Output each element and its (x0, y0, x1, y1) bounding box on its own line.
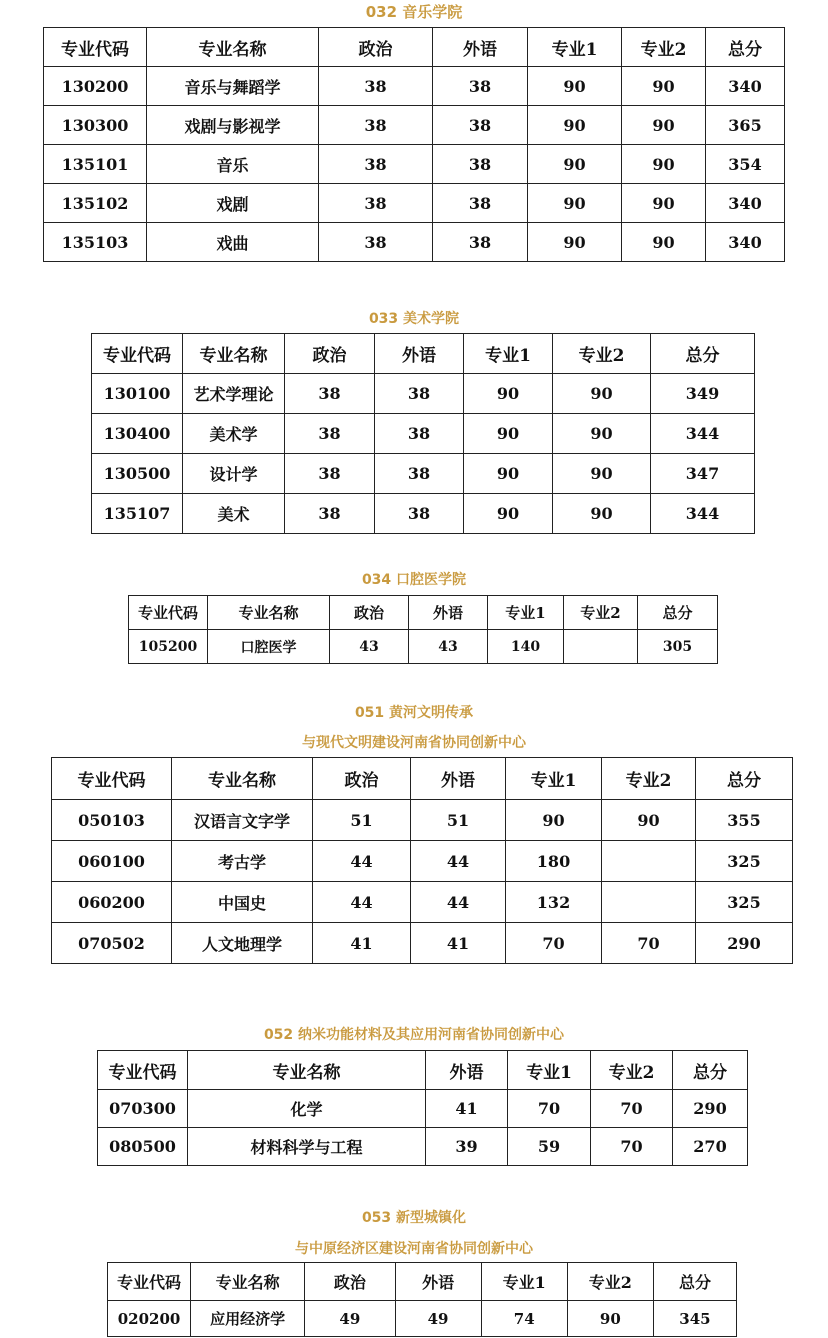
politics-score: 43 (330, 630, 409, 664)
header-major1: 专业1 (508, 1051, 591, 1090)
section-subtitle-051: 与现代文明建设河南省协同创新中心 (302, 735, 526, 751)
major-name: 戏剧与影视学 (147, 106, 319, 145)
major2-score: 70 (591, 1128, 673, 1166)
table-row (44, 223, 785, 262)
total-score: 270 (673, 1128, 748, 1166)
major1-score: 132 (506, 882, 602, 923)
major-code: 130500 (92, 454, 183, 494)
major1-score: 70 (508, 1090, 591, 1128)
major-name: 口腔医学 (208, 630, 330, 664)
major-code: 130200 (44, 67, 147, 106)
header-total: 总分 (706, 28, 785, 67)
major2-score: 90 (622, 145, 706, 184)
table-row (108, 1301, 737, 1337)
header-name: 专业名称 (183, 334, 285, 374)
total-score: 340 (706, 223, 785, 262)
header-code: 专业代码 (129, 596, 208, 630)
header-major1: 专业1 (464, 334, 553, 374)
major-code: 060200 (52, 882, 172, 923)
score-table-032 (43, 27, 785, 262)
header-major1: 专业1 (488, 596, 564, 630)
major-name: 美术 (183, 494, 285, 534)
total-score: 340 (706, 184, 785, 223)
major2-score (602, 882, 696, 923)
section-subtitle-053: 与中原经济区建设河南省协同创新中心 (295, 1241, 533, 1257)
major-name: 美术学 (183, 414, 285, 454)
politics-score: 38 (319, 67, 433, 106)
major-name: 音乐与舞蹈学 (147, 67, 319, 106)
table-row (44, 184, 785, 223)
header-language: 外语 (426, 1051, 508, 1090)
major-name: 戏曲 (147, 223, 319, 262)
politics-score: 44 (313, 841, 411, 882)
header-code: 专业代码 (44, 28, 147, 67)
header-name: 专业名称 (208, 596, 330, 630)
header-politics: 政治 (305, 1263, 395, 1301)
major-code: 080500 (98, 1128, 188, 1166)
major-name: 汉语言文字学 (172, 800, 313, 841)
total-score: 345 (653, 1301, 736, 1337)
header-major2: 专业2 (622, 28, 706, 67)
major-code: 135101 (44, 145, 147, 184)
major2-score: 70 (591, 1090, 673, 1128)
major2-score: 90 (567, 1301, 653, 1337)
header-name: 专业名称 (172, 758, 313, 800)
major1-score: 90 (464, 374, 553, 414)
politics-score: 38 (285, 414, 375, 454)
major1-score: 90 (464, 494, 553, 534)
header-total: 总分 (653, 1263, 736, 1301)
major-code: 130400 (92, 414, 183, 454)
language-score: 44 (411, 882, 506, 923)
major2-score: 90 (553, 454, 651, 494)
politics-score: 41 (313, 923, 411, 964)
section-title-053: 053 新型城镇化 (361, 1210, 467, 1226)
major-code: 070502 (52, 923, 172, 964)
politics-score: 38 (285, 374, 375, 414)
major2-score: 90 (622, 184, 706, 223)
table-row (44, 106, 785, 145)
major2-score: 90 (553, 494, 651, 534)
section-title-051: 051 黄河文明传承 (354, 705, 474, 721)
section-title-033: 033 美术学院 (368, 311, 460, 327)
score-table-034 (128, 595, 718, 664)
header-language: 外语 (411, 758, 506, 800)
section-title-034: 034 口腔医学院 (361, 572, 467, 588)
major-code: 135102 (44, 184, 147, 223)
header-code: 专业代码 (98, 1051, 188, 1090)
major-name: 人文地理学 (172, 923, 313, 964)
table-row (52, 800, 793, 841)
major1-score: 70 (506, 923, 602, 964)
table-row (52, 882, 793, 923)
language-score: 38 (433, 184, 528, 223)
major2-score: 90 (553, 374, 651, 414)
language-score: 41 (411, 923, 506, 964)
header-language: 外语 (395, 1263, 481, 1301)
language-score: 44 (411, 841, 506, 882)
section-title-052: 052 纳米功能材料及其应用河南省协同创新中心 (263, 1027, 565, 1043)
header-major2: 专业2 (591, 1051, 673, 1090)
table-row (44, 67, 785, 106)
table-header (52, 758, 793, 800)
table-row (92, 374, 755, 414)
total-score: 290 (696, 923, 793, 964)
major2-score: 70 (602, 923, 696, 964)
header-major2: 专业2 (602, 758, 696, 800)
major2-score: 90 (602, 800, 696, 841)
language-score: 38 (433, 145, 528, 184)
major-code: 060100 (52, 841, 172, 882)
total-score: 305 (638, 630, 718, 664)
score-table-053 (107, 1262, 737, 1337)
total-score: 349 (651, 374, 755, 414)
major-name: 化学 (188, 1090, 426, 1128)
table-row (92, 494, 755, 534)
header-major1: 专业1 (528, 28, 622, 67)
table-row (98, 1128, 748, 1166)
language-score: 41 (426, 1090, 508, 1128)
major-code: 130300 (44, 106, 147, 145)
major2-score (602, 841, 696, 882)
table-header (98, 1051, 748, 1090)
major-code: 135103 (44, 223, 147, 262)
table-header (92, 334, 755, 374)
total-score: 344 (651, 494, 755, 534)
score-table-052 (97, 1050, 748, 1166)
table-header (108, 1263, 737, 1301)
politics-score: 38 (319, 106, 433, 145)
table-row (92, 454, 755, 494)
table-row (129, 630, 718, 664)
header-total: 总分 (638, 596, 718, 630)
total-score: 340 (706, 67, 785, 106)
language-score: 38 (375, 374, 464, 414)
header-politics: 政治 (319, 28, 433, 67)
table-row (98, 1090, 748, 1128)
language-score: 38 (433, 67, 528, 106)
major-code: 130100 (92, 374, 183, 414)
politics-score: 38 (319, 184, 433, 223)
table-header (129, 596, 718, 630)
major1-score: 90 (528, 106, 622, 145)
language-score: 39 (426, 1128, 508, 1166)
major1-score: 90 (528, 67, 622, 106)
major1-score: 180 (506, 841, 602, 882)
major1-score: 90 (506, 800, 602, 841)
header-code: 专业代码 (92, 334, 183, 374)
major1-score: 140 (488, 630, 564, 664)
major-code: 070300 (98, 1090, 188, 1128)
header-politics: 政治 (285, 334, 375, 374)
section-title-032: 032 音乐学院 (365, 3, 463, 21)
header-major1: 专业1 (506, 758, 602, 800)
politics-score: 38 (319, 145, 433, 184)
major1-score: 59 (508, 1128, 591, 1166)
score-table-051 (51, 757, 793, 964)
total-score: 354 (706, 145, 785, 184)
major-name: 材料科学与工程 (188, 1128, 426, 1166)
politics-score: 38 (285, 454, 375, 494)
total-score: 325 (696, 841, 793, 882)
language-score: 51 (411, 800, 506, 841)
politics-score: 49 (305, 1301, 395, 1337)
politics-score: 51 (313, 800, 411, 841)
major-name: 戏剧 (147, 184, 319, 223)
major1-score: 90 (464, 414, 553, 454)
major-name: 应用经济学 (191, 1301, 305, 1337)
major1-score: 74 (481, 1301, 567, 1337)
language-score: 38 (433, 223, 528, 262)
header-total: 总分 (696, 758, 793, 800)
table-row (52, 841, 793, 882)
major-name: 设计学 (183, 454, 285, 494)
score-table-033 (91, 333, 755, 534)
header-language: 外语 (433, 28, 528, 67)
politics-score: 44 (313, 882, 411, 923)
header-name: 专业名称 (147, 28, 319, 67)
language-score: 38 (375, 454, 464, 494)
politics-score: 38 (285, 494, 375, 534)
header-code: 专业代码 (108, 1263, 191, 1301)
major-name: 艺术学理论 (183, 374, 285, 414)
major-name: 考古学 (172, 841, 313, 882)
header-total: 总分 (673, 1051, 748, 1090)
total-score: 365 (706, 106, 785, 145)
total-score: 347 (651, 454, 755, 494)
language-score: 38 (433, 106, 528, 145)
politics-score: 38 (319, 223, 433, 262)
language-score: 38 (375, 494, 464, 534)
header-language: 外语 (375, 334, 464, 374)
major-name: 音乐 (147, 145, 319, 184)
major-code: 050103 (52, 800, 172, 841)
language-score: 43 (409, 630, 488, 664)
major1-score: 90 (464, 454, 553, 494)
major1-score: 90 (528, 145, 622, 184)
table-row (92, 414, 755, 454)
header-name: 专业名称 (191, 1263, 305, 1301)
major2-score: 90 (622, 223, 706, 262)
major-name: 中国史 (172, 882, 313, 923)
header-politics: 政治 (330, 596, 409, 630)
major1-score: 90 (528, 223, 622, 262)
major-code: 020200 (108, 1301, 191, 1337)
table-row (52, 923, 793, 964)
header-major1: 专业1 (481, 1263, 567, 1301)
major2-score: 90 (553, 414, 651, 454)
header-code: 专业代码 (52, 758, 172, 800)
header-major2: 专业2 (553, 334, 651, 374)
major2-score (564, 630, 638, 664)
header-language: 外语 (409, 596, 488, 630)
total-score: 325 (696, 882, 793, 923)
total-score: 344 (651, 414, 755, 454)
major2-score: 90 (622, 106, 706, 145)
total-score: 290 (673, 1090, 748, 1128)
major2-score: 90 (622, 67, 706, 106)
header-major2: 专业2 (567, 1263, 653, 1301)
language-score: 49 (395, 1301, 481, 1337)
table-row (44, 145, 785, 184)
header-name: 专业名称 (188, 1051, 426, 1090)
total-score: 355 (696, 800, 793, 841)
major1-score: 90 (528, 184, 622, 223)
header-total: 总分 (651, 334, 755, 374)
header-major2: 专业2 (564, 596, 638, 630)
major-code: 135107 (92, 494, 183, 534)
table-header (44, 28, 785, 67)
header-politics: 政治 (313, 758, 411, 800)
language-score: 38 (375, 414, 464, 454)
major-code: 105200 (129, 630, 208, 664)
